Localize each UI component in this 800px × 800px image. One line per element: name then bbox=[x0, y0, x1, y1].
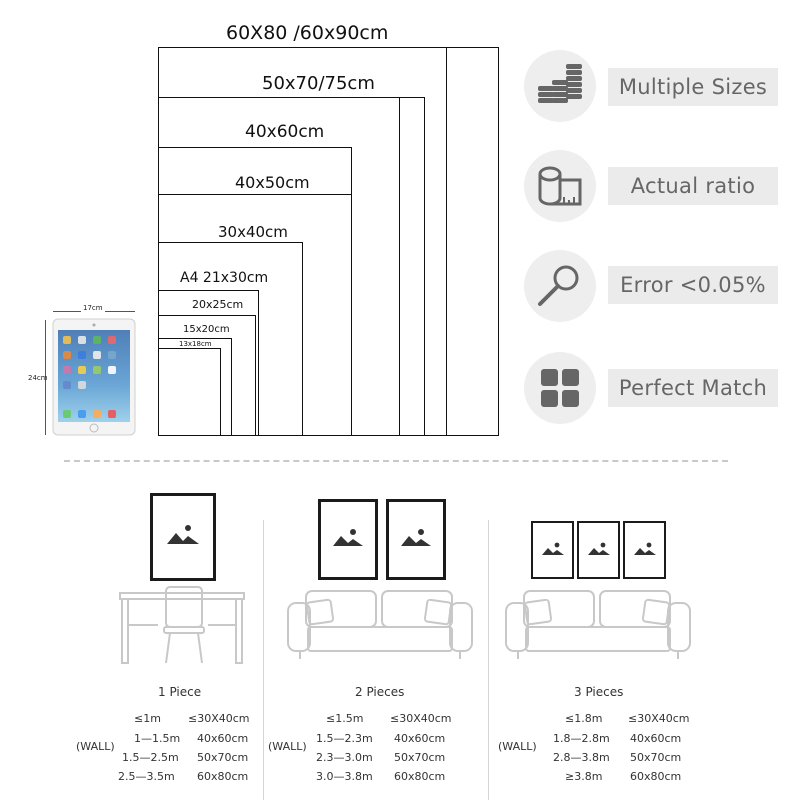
tablet-height-label: 24cm bbox=[28, 374, 48, 382]
tablet-icon bbox=[52, 318, 136, 436]
artwork-frame bbox=[318, 499, 378, 580]
table-cell-width: 2.8—3.8m bbox=[553, 751, 610, 764]
tape-measure-icon bbox=[524, 150, 596, 222]
piece-title: 2 Pieces bbox=[355, 685, 405, 699]
size-label-13x18: 13x18cm bbox=[179, 340, 212, 348]
artwork-frame bbox=[386, 499, 446, 580]
table-cell-width: 1.8—2.8m bbox=[553, 732, 610, 745]
artwork-frame bbox=[531, 521, 574, 579]
table-cell-size: 40x60cm bbox=[630, 732, 682, 745]
table-cell-width: 1.5—2.3m bbox=[316, 732, 373, 745]
table-cell-width: 2.5—3.5m bbox=[118, 770, 175, 783]
coins-stack-icon bbox=[524, 50, 596, 122]
size-label-20x25: 20x25cm bbox=[192, 298, 244, 311]
table-cell-width: 1.5—2.5m bbox=[122, 751, 179, 764]
sofa-icon bbox=[504, 585, 692, 661]
size-label-30x40: 30x40cm bbox=[218, 223, 288, 241]
table-cell-size: 60x80cm bbox=[197, 770, 249, 783]
feature-icon-circle bbox=[524, 352, 596, 424]
feature-label-error: Error <0.05% bbox=[608, 266, 778, 304]
table-cell-size: 50x70cm bbox=[630, 751, 682, 764]
column-separator bbox=[488, 520, 489, 800]
desk-and-chair-icon bbox=[118, 585, 248, 665]
piece-title: 3 Pieces bbox=[574, 685, 624, 699]
feature-label-perfect-match: Perfect Match bbox=[608, 369, 778, 407]
sofa-icon bbox=[286, 585, 474, 661]
wall-label: (WALL) bbox=[498, 740, 537, 753]
table-cell-width: 2.3—3.0m bbox=[316, 751, 373, 764]
section-divider bbox=[64, 460, 728, 462]
table-cell-size: 40x60cm bbox=[394, 732, 446, 745]
table-cell-size: ≤30X40cm bbox=[390, 712, 452, 725]
piece-title: 1 Piece bbox=[158, 685, 202, 699]
size-label-40x60: 40x60cm bbox=[245, 122, 325, 142]
grid-squares-icon bbox=[524, 352, 596, 424]
table-cell-size: 50x70cm bbox=[197, 751, 249, 764]
size-label-15x20: 15x20cm bbox=[183, 324, 230, 335]
wall-label: (WALL) bbox=[268, 740, 307, 753]
frame-13x18 bbox=[158, 348, 221, 436]
feature-icon-circle bbox=[524, 50, 596, 122]
table-cell-width: ≤1m bbox=[134, 712, 161, 725]
landscape-icon bbox=[579, 523, 618, 577]
table-cell-size: 60x80cm bbox=[630, 770, 682, 783]
frame-60x90-edge bbox=[446, 47, 447, 436]
feature-label-actual-ratio: Actual ratio bbox=[608, 167, 778, 205]
table-cell-width: 3.0—3.8m bbox=[316, 770, 373, 783]
size-label-50x70: 50x70/75cm bbox=[262, 73, 375, 94]
landscape-icon bbox=[153, 496, 213, 578]
table-cell-width: 1—1.5m bbox=[134, 732, 181, 745]
table-cell-size: ≤30X40cm bbox=[188, 712, 250, 725]
size-label-60x80: 60X80 /60x90cm bbox=[226, 22, 389, 44]
column-separator bbox=[263, 520, 264, 800]
artwork-frame bbox=[150, 493, 216, 581]
table-cell-width: ≥3.8m bbox=[565, 770, 603, 783]
magnifier-icon bbox=[524, 250, 596, 322]
table-cell-size: 60x80cm bbox=[394, 770, 446, 783]
landscape-icon bbox=[625, 523, 664, 577]
table-cell-size: 40x60cm bbox=[197, 732, 249, 745]
artwork-frame bbox=[577, 521, 620, 579]
landscape-icon bbox=[533, 523, 572, 577]
artwork-frame bbox=[623, 521, 666, 579]
tablet-width-label: 17cm bbox=[83, 304, 103, 312]
table-cell-width: ≤1.8m bbox=[565, 712, 603, 725]
feature-icon-circle bbox=[524, 250, 596, 322]
wall-label: (WALL) bbox=[76, 740, 115, 753]
feature-label-multiple-sizes: Multiple Sizes bbox=[608, 68, 778, 106]
landscape-icon bbox=[389, 502, 443, 577]
size-label-a4: A4 21x30cm bbox=[180, 270, 269, 286]
frame-50x75-edge bbox=[399, 97, 400, 436]
table-cell-size: ≤30X40cm bbox=[628, 712, 690, 725]
size-label-40x50: 40x50cm bbox=[235, 173, 310, 192]
feature-icon-circle bbox=[524, 150, 596, 222]
table-cell-size: 50x70cm bbox=[394, 751, 446, 764]
table-cell-width: ≤1.5m bbox=[326, 712, 364, 725]
landscape-icon bbox=[321, 502, 375, 577]
